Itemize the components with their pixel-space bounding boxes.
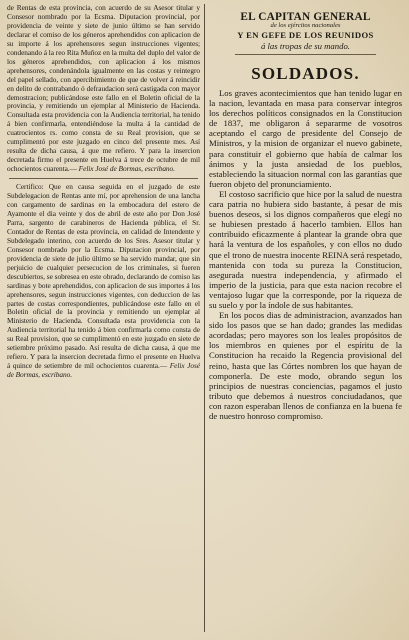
notice-paragraph-1: de Rentas de esta provincia, con acuerdo de su Asesor titular y Consesor nombrado por la Ecsma. Diputacion provincial, por providencia de veinte y siete de junio último se han servido declarar el comiso de los géneros aprehendidos con aplicacion de su importe á los aprehensores segun instrucciones vigentes; condenando á la reo Rita Muñoz en la multa del duplo del valor de los géneros aprehendidos, con aplicacion á los mismos aprehensores, condenándola igualmente en las costas y reintegro del papel sellado, con apercibimiento de que de volver á reincidir en delito de contrabando ó defraudacion será castigada con mayor demostracion; publicándose este fallo en el Boletin oficial de la provincia, y remitiendo un ejemplar al Ministerio de Hacienda. Consultada esta providencia con la Audiencia territorial, ha tenido á bien confirmarla, entendiéndose la multa á la cantidad de cuatrocientos rs. como consta de su Real provision, que se cumplimentó por este juzgado en cinco del presente mes. Así resulta de dicha causa, á que me refiero. Y para la insercion decretada firmo el presente en Huelva á trece de octubre de mil ochocientos cuarenta.— Felix José de Bormas, escribano. — [7, 4, 200, 174]
proclamation-title: EL CAPITAN GENERAL — [240, 11, 371, 23]
proclamation-line-3: Y EN GEFE DE LOS REUNIDOS — [237, 30, 374, 40]
signature-1: Felix José de Bormas, escribano. — [78, 164, 175, 174]
signature-2: Felix José de Bormas, escribano. — [7, 361, 200, 380]
left-column — [7, 4, 200, 636]
notice-paragraph-2: Certifico: Que en causa seguida en el juzgado de este Subdelegacion de Rentas ante mí, por aprehension de una lancha con cargamento de sardinas en la embocadura del estero de Ayamonte el dia veinte y dos de abril de este año por Don José Parra, sargento de carabineros de Hacienda pública, el Sr. Contador de Rentas de esta provincia, en calidad de Intendente y Subdelegado interino, con acuerdo de los Sres. Asesor titular y Consesor nombrado por la Ecsma. Diputacion provincial, por providencia de siete de julio último se ha servido mandar, que sin perjuicio de cualquier persecucion de los criminales, si fueren descubiertos, se sobresea en este obrado, declarando de comiso las sardinas y bote aprehendidos, con aplicacion de sus importes á los aprehensores, segun instrucciones vigentes, con deduccion de las partes de costas correspondientes, publicándose este fallo en el Boletin oficial de la provincia y remitiendo un ejemplar al Ministerio de Hacienda. Consultada esta providencia con la Audiencia territorial ha tenido á bien confirmarla como consta de su Real provision, que se cumplimentó en este juzgado en siete de setiembre próximo pasado. Así resulta de dicha causa, á que me refiero. Y para la insercion decretada firmo el presente en Huelva á quince de setiembre de mil ochocientos cuarenta.— Felix José de Bormas, escribano. — [7, 182, 200, 380]
proclamation-line-4: á las tropas de su mando. — [261, 41, 350, 51]
proclamation-subtitle: de los ejércitos nacionales — [270, 22, 341, 29]
right-column — [209, 4, 402, 636]
proclamation-paragraph-3: En los pocos dias de administracion, avanzados han sido los pasos que se han dado; grandes las medidas acordadas; pero mayores son los leales propósitos de los miembros en quienes por el espíritu de la Constitucion ha recaido la Regencia provisional del reino, hasta que las Córtes nombren los que hayan de componerla. De este modo, obrando segun los principios de nuestras conciencias, pagamos el justo tributo que debemos á nuestros conciudadanos, que con razon esperaban llenos de confianza en la buena fe de nuestro honroso compromiso. — [209, 310, 402, 421]
proclamation-heading: SOLDADOS. — [251, 64, 360, 83]
proclamation-paragraph-1: Los graves acontecimientos que han tenido lugar en la nacion, levantada en masa para conservar íntegros los derechos políticos consignados en la Constitucion de 1837, me obligaron á separarme de vosotros aceptando el cargo de presidente del Consejo de Ministros, y la mision de organizar el nuevo gabinete, para constituir el gobierno que había de calmar los ánimos y la justa ansiedad de los pueblos, estableciendo la situacion normal con las garantías que fueron objeto del pronunciamiento. — [209, 88, 402, 189]
notice-separator — [9, 178, 198, 179]
proclamation-paragraph-2: El costoso sacrificio que hice por la salud de nuestra cara patria no hubiera sido bastante, á pesar de mis buenos deseos, si los dignos compañeros que elegí no se hubiesen prestado á hacerlo tambien. Ellos han contribuido eficazmente á plantear la grande obra que hará la ventura de los españoles, y con ellos no dudo que el trono de nuestra inocente REINA será respetado, mantenida con toda su pureza la Constitucion, asegurada nuestra independencia, y afirmado el imperio de la justicia, para que esta nacion recobre el ventajoso lugar que la corresponde, por la riqueza de su suelo y por la índole de sus habitantes. — [209, 188, 402, 310]
column-rule — [204, 4, 205, 632]
heading-rule — [235, 54, 376, 55]
